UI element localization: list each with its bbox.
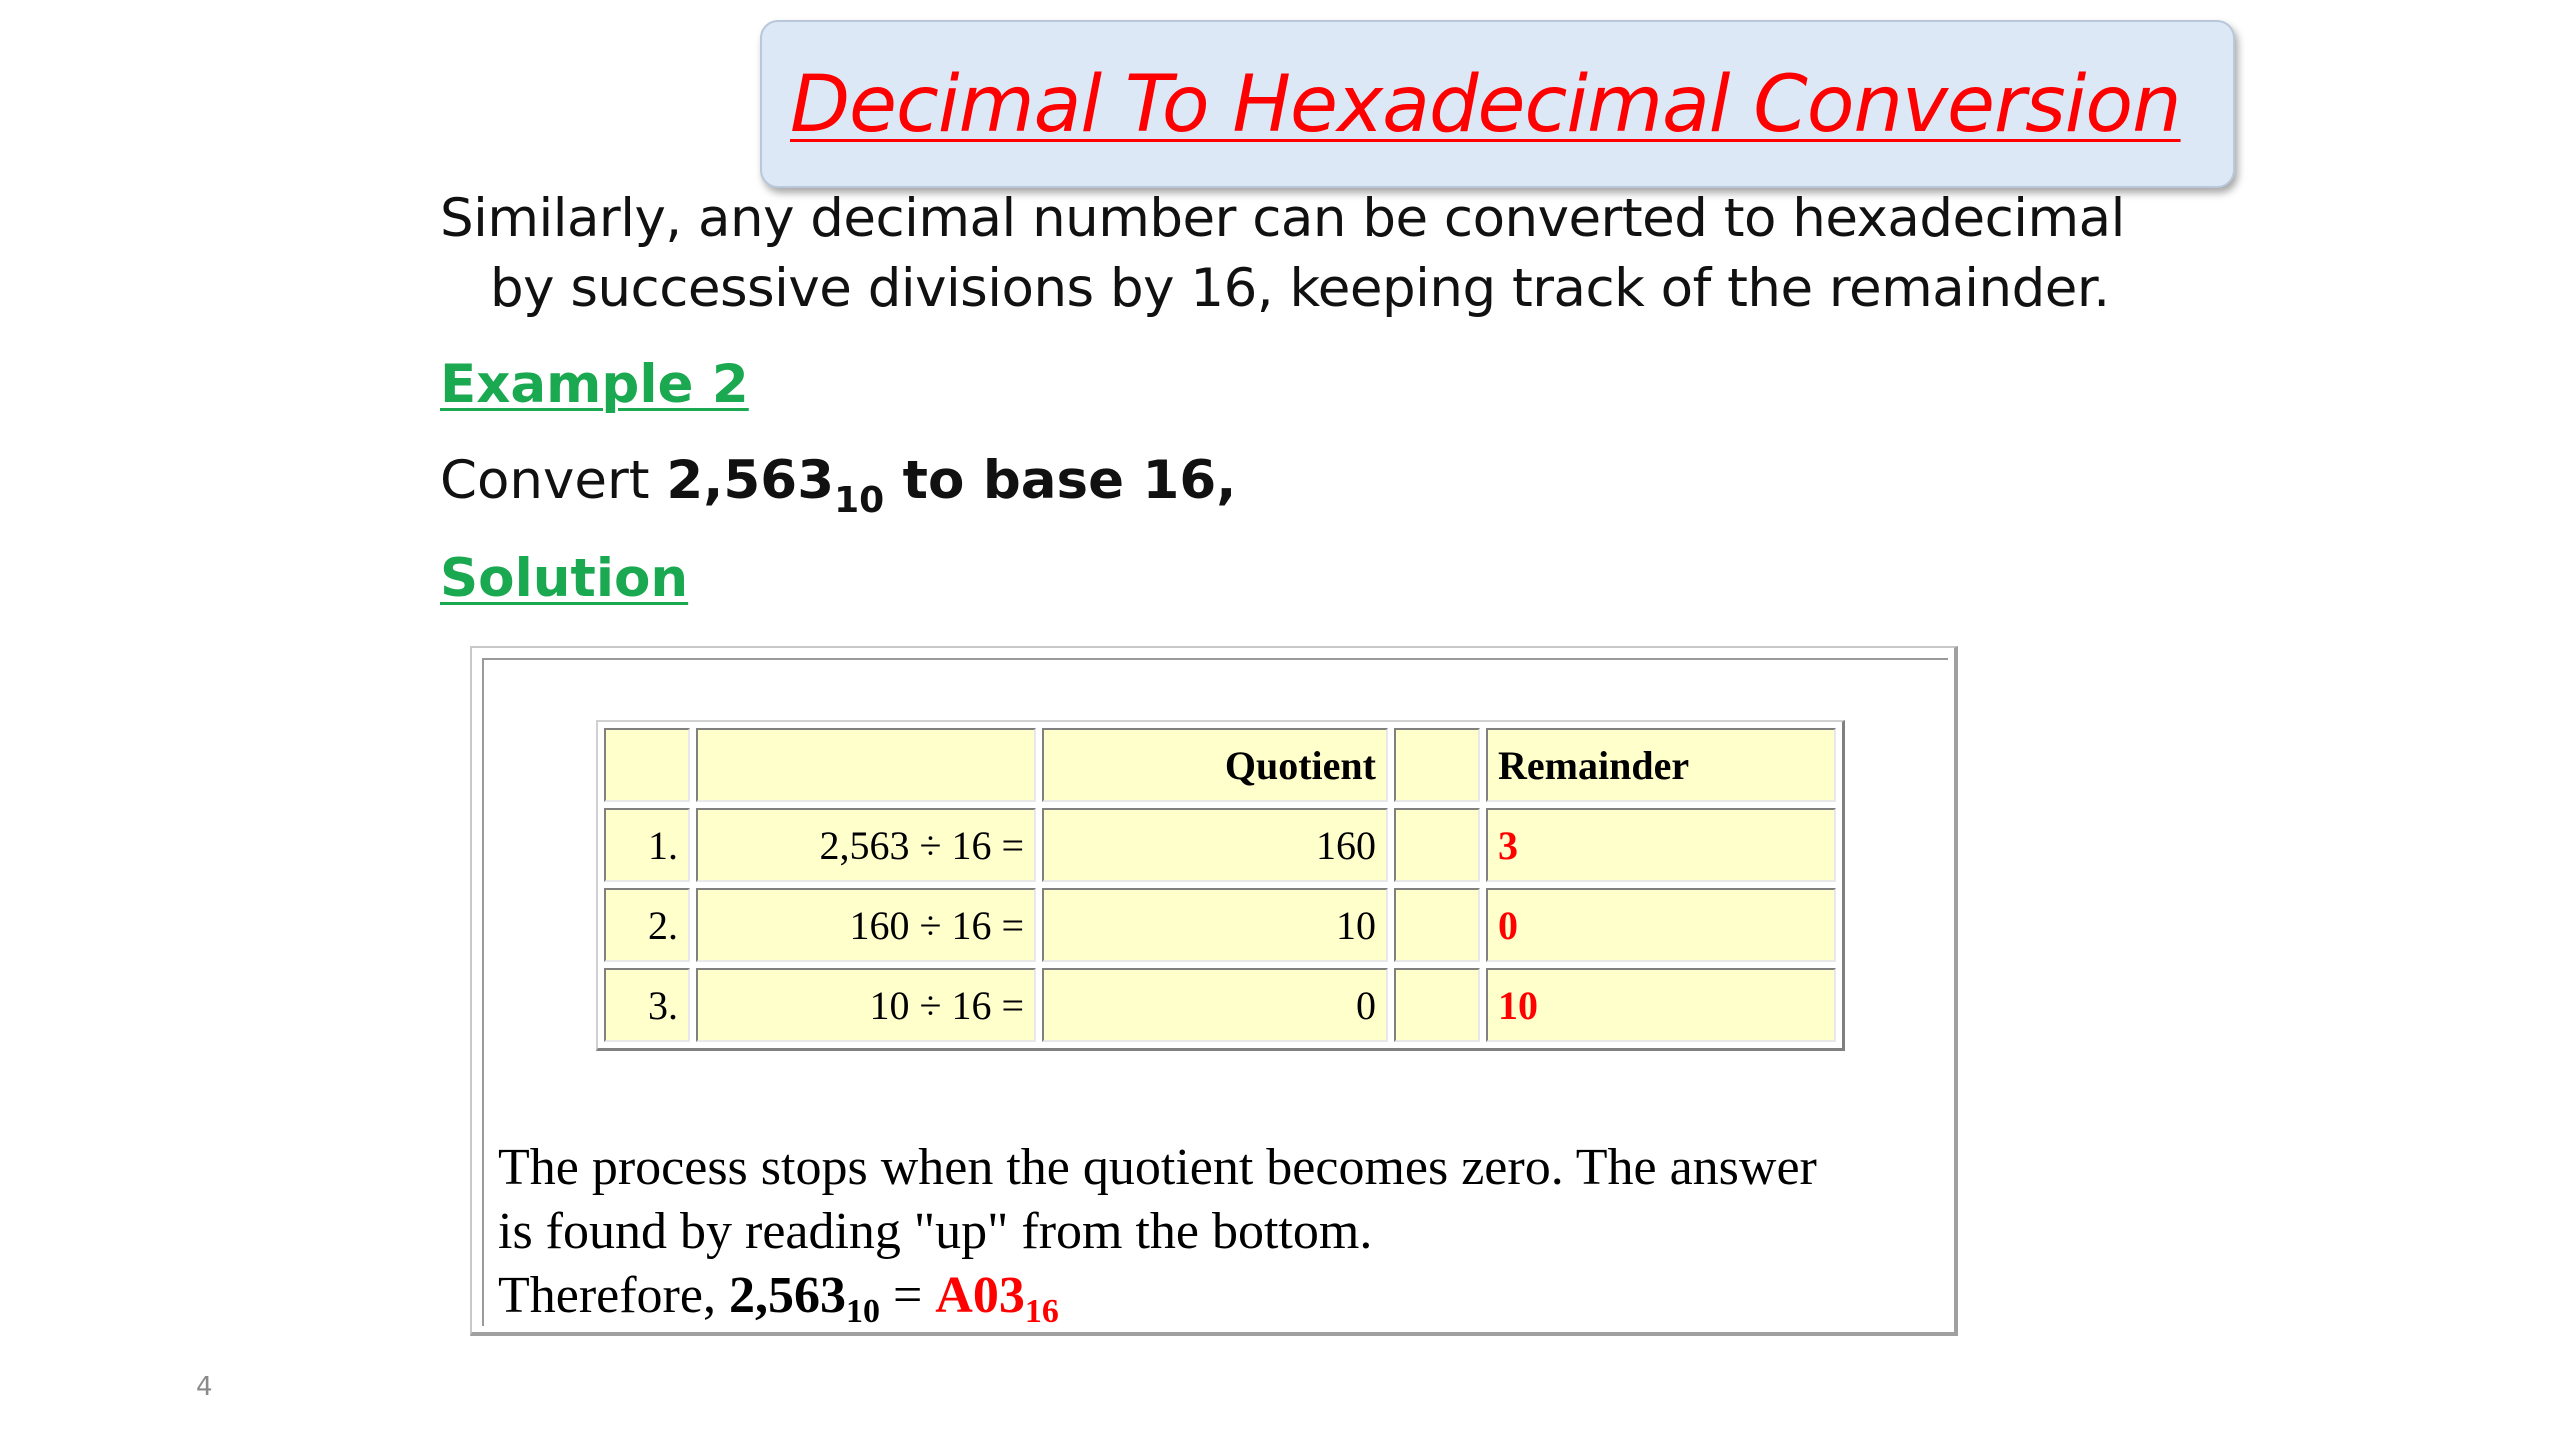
answer-decimal: 2,563 (728, 1267, 846, 1324)
row-spacer (1394, 808, 1480, 882)
row-remainder: 0 (1486, 888, 1836, 962)
answer-hex-subscript: 16 (1024, 1293, 1059, 1330)
header-spacer-cell (1394, 728, 1480, 802)
header-remainder: Remainder (1486, 728, 1836, 802)
header-num-cell (604, 728, 690, 802)
table-row (604, 968, 1836, 1042)
table-row (604, 888, 1836, 962)
example-heading: Example 2 (440, 354, 749, 415)
row-number: 2. (604, 888, 690, 962)
figure-inner-frame (482, 658, 1948, 1330)
solution-figure (470, 646, 1958, 1336)
row-spacer (1394, 888, 1480, 962)
row-spacer (1394, 968, 1480, 1042)
equals-sign: = (879, 1267, 936, 1324)
row-remainder: 3 (1486, 808, 1836, 882)
header-expr-cell (696, 728, 1036, 802)
convert-base-subscript: 10 (834, 480, 885, 521)
table-header-row (604, 728, 1836, 802)
convert-number: 2,563 (666, 450, 835, 511)
convert-prefix: Convert (440, 450, 667, 511)
row-number: 3. (604, 968, 690, 1042)
answer-hex: A03 (935, 1267, 1025, 1324)
row-expression: 10 ÷ 16 = (696, 968, 1036, 1042)
intro-line-2: by successive divisions by 16, keeping track of the remainder. (490, 258, 2110, 319)
slide-title: Decimal To Hexadecimal Conversion (790, 60, 2181, 150)
explanation-text (498, 1136, 1958, 1344)
explanation-line-2: is found by reading "up" from the bottom. (498, 1203, 1373, 1260)
division-table (596, 720, 1845, 1051)
row-expression: 160 ÷ 16 = (696, 888, 1036, 962)
convert-suffix: to base 16, (884, 450, 1237, 511)
answer-decimal-subscript: 10 (845, 1293, 880, 1330)
title-box (760, 20, 2235, 188)
page-number: 4 (196, 1372, 213, 1402)
row-quotient: 10 (1042, 888, 1388, 962)
row-number: 1. (604, 808, 690, 882)
convert-statement (440, 450, 1236, 521)
intro-paragraph (440, 184, 2140, 324)
intro-line-1: Similarly, any decimal number can be converted to hexadecimal (440, 188, 2125, 249)
therefore-text: Therefore, (498, 1267, 729, 1324)
row-remainder: 10 (1486, 968, 1836, 1042)
table-row (604, 808, 1836, 882)
row-quotient: 0 (1042, 968, 1388, 1042)
explanation-line-1: The process stops when the quotient becomes zero. The answer (498, 1139, 1817, 1196)
row-quotient: 160 (1042, 808, 1388, 882)
row-expression: 2,563 ÷ 16 = (696, 808, 1036, 882)
answer-line (498, 1264, 1958, 1344)
header-quotient: Quotient (1042, 728, 1388, 802)
solution-heading: Solution (440, 548, 689, 609)
